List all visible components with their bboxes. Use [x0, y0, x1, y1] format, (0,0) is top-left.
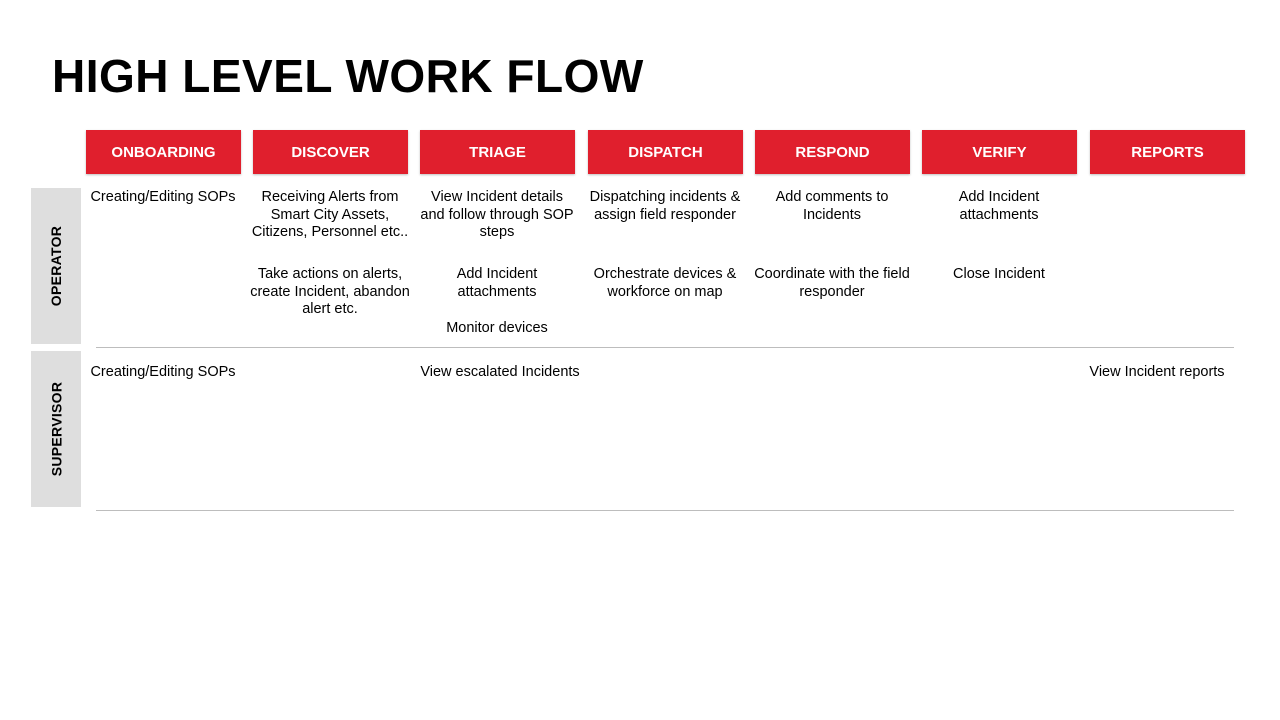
role-label-operator: OPERATOR [48, 225, 65, 307]
operator-respond-task-2: Coordinate with the field responder [754, 266, 910, 300]
page-title: HIGH LEVEL WORK FLOW [52, 50, 644, 102]
supervisor-onboarding-task-1: Creating/Editing SOPs [90, 364, 236, 380]
operator-verify-task-1: Add Incident attachments [958, 189, 1040, 223]
row-divider [96, 347, 1234, 348]
role-tab-supervisor [31, 351, 81, 507]
supervisor-triage-task-1: View escalated Incidents [420, 364, 580, 380]
stage-reports: REPORTS [1090, 130, 1245, 174]
operator-triage-task-2: Add Incident attachments [456, 266, 538, 300]
operator-onboarding-task-1: Creating/Editing SOPs [90, 189, 236, 205]
stage-respond: RESPOND [755, 130, 910, 174]
stage-dispatch: DISPATCH [588, 130, 743, 174]
operator-triage-task-1: View Incident details and follow through SOP steps [420, 189, 574, 240]
stage-triage: TRIAGE [420, 130, 575, 174]
role-tab-operator [31, 188, 81, 344]
operator-dispatch-task-1: Dispatching incidents & assign field responder [589, 189, 741, 223]
bottom-divider [96, 510, 1234, 511]
operator-discover-task-1: Receiving Alerts from Smart City Assets, Citizens, Personnel etc.. [251, 189, 409, 240]
operator-respond-task-1: Add comments to Incidents [775, 189, 889, 223]
stage-discover: DISCOVER [253, 130, 408, 174]
operator-triage-task-3: Monitor devices [446, 320, 548, 336]
stage-onboarding: ONBOARDING [86, 130, 241, 174]
operator-discover-task-2: Take actions on alerts, create Incident, abandon alert etc. [250, 266, 410, 317]
operator-verify-task-2: Close Incident [953, 266, 1045, 282]
operator-dispatch-task-2: Orchestrate devices & workforce on map [593, 266, 737, 300]
role-label-supervisor: SUPERVISOR [48, 381, 65, 477]
stage-verify: VERIFY [922, 130, 1077, 174]
supervisor-reports-task-1: View Incident reports [1089, 364, 1225, 380]
